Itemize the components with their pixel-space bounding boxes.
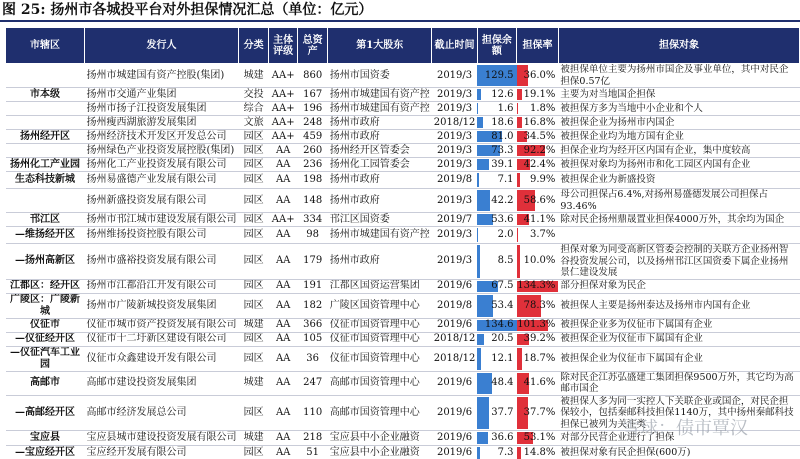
guarantee-ratio-cell [517,244,559,280]
guarantee-ratio-cell [517,395,559,431]
total-assets-cell: 248 [298,116,328,130]
issuer-cell: 扬州瘦西湖旅游发展集团 [84,116,238,130]
guarantee-value: 2.0 [497,229,514,240]
date-cell: 2019/6 [432,431,478,446]
guarantee-value: 73.3 [491,144,514,156]
shareholder-cell: 扬州市政府 [328,116,432,130]
guarantee-ratio-cell [517,158,559,172]
issuer-cell: 扬州易盛德产业发展有限公司 [84,172,238,189]
guarantee-ratio-cell [517,64,559,88]
guarantee-ratio-cell [517,446,559,459]
date-cell: 2018/12 [432,346,478,371]
shareholder-cell: 扬州市政府 [328,244,432,280]
watermark: 雪球：债市覃汉 [622,418,748,439]
district-cell: 宝应县 [6,431,85,446]
guarantee-ratio-cell [517,293,559,318]
table-row [6,213,800,227]
guarantee-balance-cell [477,431,516,446]
date-cell: 2019/3 [432,144,478,158]
category-cell: 园区 [238,279,268,293]
guarantee-value: 12.1 [491,352,514,364]
shareholder-cell: 宝应县中小企业融资 [328,446,432,459]
guarantee-balance-cell [477,88,516,102]
ratio-value: 134.3% [517,280,556,291]
total-assets-cell: 51 [298,446,328,459]
district-cell [6,189,85,213]
guarantee-value: 1.6 [497,102,514,114]
guarantee-balance-cell [477,130,516,144]
table-row [6,332,800,346]
guarantee-balance-cell [477,172,516,189]
date-cell: 2019/8 [432,293,478,318]
date-cell: 2019/6 [432,318,478,332]
shareholder-cell: 广陵区国资管理中心 [328,293,432,318]
ratio-value: 3.7% [530,229,556,240]
guarantee-target-cell: 被担保企业均为地方国有企业 [558,130,799,144]
date-cell: 2019/3 [432,244,478,280]
guarantee-value: 36.6 [491,432,514,443]
guarantee-balance-cell [477,213,516,227]
table-row [6,189,800,213]
guarantee-balance-cell [477,346,516,371]
ratio-value: 18.7% [523,352,556,364]
guarantee-balance-cell [477,64,516,88]
rating-cell: AA+ [269,116,298,130]
guarantee-value: 134.6 [484,319,514,330]
guarantee-balance-cell [477,102,516,116]
issuer-cell: 扬州经济技术开发区开发总公司 [84,130,238,144]
guarantee-balance-cell [477,279,516,293]
column-header: 担保对象 [558,28,799,64]
guarantee-target-cell: 被担保人多为同一实控人下关联企业或国企，对民企担保较小，包括秦邮科技担保1140万，其中扬州秦邮科技担保已被列为关注类 [558,395,799,431]
table-row [6,318,800,332]
date-cell: 2019/3 [432,130,478,144]
guarantee-target-cell: 母公司担保占6.4%,对扬州易盛德发展公司担保占93.46% [558,189,799,213]
issuer-cell: 扬州市交通产业集团 [84,88,238,102]
shareholder-cell: 扬州市政府 [328,172,432,189]
total-assets-cell: 236 [298,158,328,172]
district-cell: 高邮市 [6,371,85,395]
shareholder-cell: 扬州市城建国有资产控 [328,227,432,244]
total-assets-cell: 218 [298,431,328,446]
guarantee-ratio-cell [517,279,559,293]
total-assets-cell: 105 [298,332,328,346]
guarantee-ratio-cell [517,332,559,346]
ratio-value: 19.1% [523,88,556,100]
shareholder-cell: 仪征市国资管理中心 [328,332,432,346]
district-cell: 仪征市 [6,318,85,332]
guarantee-target-cell: 被担保方多为当地中小企业和个人 [558,102,799,116]
shareholder-cell: 仪征市国资管理中心 [328,346,432,371]
category-cell: 城建 [238,318,268,332]
district-cell: —扬州高新区 [6,244,85,280]
rating-cell: AA+ [269,88,298,102]
guarantee-ratio-cell [517,346,559,371]
guarantee-target-cell: 被担保对象均为扬州市和化工园区内国有企业 [558,158,799,172]
ratio-value: 78.3% [523,299,556,311]
total-assets-cell: 167 [298,88,328,102]
column-header: 主体评级 [269,28,298,64]
guarantee-ratio-cell [517,102,559,116]
issuer-cell: 扬州新盛投资发展有限公司 [84,189,238,213]
shareholder-cell: 扬州经开区管委会 [328,144,432,158]
guarantee-target-cell: 被担保企业多为仪征市下属国有企业 [558,318,799,332]
table-row [6,293,800,318]
category-cell: 文旅 [238,116,268,130]
guarantee-ratio-cell [517,88,559,102]
ratio-value: 16.8% [523,116,556,128]
category-cell: 园区 [238,446,268,459]
guarantee-ratio-cell [517,172,559,189]
district-cell [6,144,85,158]
date-cell: 2019/6 [432,395,478,431]
district-cell: —宝应经开区 [6,446,85,459]
table-row [6,244,800,280]
total-assets-cell: 182 [298,293,328,318]
district-cell: 市本级 [6,88,85,102]
guarantee-balance-cell [477,158,516,172]
guarantee-value: 42.2 [491,194,514,206]
guarantee-value: 53.4 [491,299,514,311]
guarantee-value: 7.3 [497,447,514,458]
guarantee-value: 48.4 [491,377,514,388]
guarantee-ratio-cell [517,130,559,144]
total-assets-cell: 366 [298,318,328,332]
table-row [6,102,800,116]
category-cell: 园区 [238,213,268,227]
ratio-value: 10.0% [523,255,556,267]
table-body [6,64,800,459]
guarantee-balance-cell [477,227,516,244]
guarantee-ratio-cell [517,431,559,446]
category-cell: 园区 [238,332,268,346]
date-cell: 2019/3 [432,227,478,244]
category-cell: 园区 [238,189,268,213]
shareholder-cell: 扬州市政府 [328,130,432,144]
total-assets-cell: 148 [298,189,328,213]
guarantee-value: 18.6 [491,116,514,128]
rating-cell: AA [269,227,298,244]
rating-cell: AA [269,395,298,431]
issuer-cell: 高邮市经济发展总公司 [84,395,238,431]
district-cell [6,64,85,88]
guarantee-target-cell: 被担保对象有民企担保(600万) [558,446,799,459]
guarantee-value: 37.7 [491,406,514,418]
guarantee-ratio-cell [517,116,559,130]
guarantee-balance-cell [477,144,516,158]
district-cell [6,116,85,130]
guarantee-value: 7.1 [497,174,514,185]
guarantee-balance-cell [477,116,516,130]
guarantee-table [5,27,800,459]
shareholder-cell: 扬州化工园管委会 [328,158,432,172]
guarantee-value: 39.1 [491,158,514,170]
guarantee-value: 81.0 [491,130,514,142]
rating-cell: AA [269,332,298,346]
table-row [6,371,800,395]
ratio-value: 101.3% [517,319,556,330]
guarantee-ratio-cell [517,371,559,395]
issuer-cell: 宝应经开发展有限公司 [84,446,238,459]
total-assets-cell: 198 [298,172,328,189]
issuer-cell: 扬州维扬投资控股有限公司 [84,227,238,244]
rating-cell: AA [269,431,298,446]
table-row [6,172,800,189]
rating-cell: AA [269,144,298,158]
guarantee-target-cell: 主要为对当地国企担保 [558,88,799,102]
column-header: 市辖区 [6,28,85,64]
issuer-cell: 扬州市江都沿江开发有限公司 [84,279,238,293]
total-assets-cell: 191 [298,279,328,293]
date-cell: 2019/6 [432,446,478,459]
guarantee-target-cell: 被担保企业为新盛投资 [558,172,799,189]
ratio-value: 1.8% [530,102,556,114]
date-cell: 2019/3 [432,88,478,102]
shareholder-cell: 邗江区国资委 [328,213,432,227]
category-cell: 园区 [238,346,268,371]
date-cell: 2019/3 [432,158,478,172]
total-assets-cell: 179 [298,244,328,280]
district-cell [6,102,85,116]
column-header: 担保率 [517,28,559,64]
ratio-value: 9.9% [530,174,556,185]
table-row [6,279,800,293]
issuer-cell: 扬州市广陵新城投资发展集团 [84,293,238,318]
guarantee-target-cell: 被担保企业为仪征市下属国有企业 [558,332,799,346]
issuer-cell: 仪征市城市资产投资发展有限公司 [86,319,237,330]
guarantee-balance-cell [477,371,516,395]
issuer-cell: 扬州化工产业投资发展有限公司 [84,158,238,172]
rating-cell: AA [269,279,298,293]
shareholder-cell: 扬州市城建国有资产控 [329,88,430,100]
guarantee-balance-cell [477,189,516,213]
table-row [6,130,800,144]
guarantee-target-cell: 担保对象为同受高新区管委会控制的关联方企业扬州智谷投资发展公司，以及扬州邗江区国资委下属企业扬州景仁建设发展 [558,244,799,280]
district-cell: 江都区：经开区 [6,279,85,293]
total-assets-cell: 247 [298,371,328,395]
shareholder-cell: 扬州市国资委 [328,64,432,88]
total-assets-cell: 98 [298,227,328,244]
guarantee-value: 53.6 [491,213,514,225]
category-cell: 城建 [238,371,268,395]
district-cell: 扬州化工产业园 [6,158,85,172]
table-row [6,144,800,158]
ratio-value: 39.2% [523,333,556,344]
date-cell: 2019/3 [432,189,478,213]
ratio-value: 41.1% [523,213,556,225]
total-assets-cell: 36 [298,346,328,371]
category-cell: 城建 [238,64,268,88]
issuer-cell: 扬州绿色产业投资发展控股(集团) [84,144,238,158]
date-cell: 2019/7 [432,213,478,227]
total-assets-cell: 334 [298,213,328,227]
district-cell: 邗江区 [6,213,85,227]
rating-cell: AA [269,446,298,459]
district-cell: —维扬经开区 [6,227,85,244]
table-row [6,64,800,88]
column-header: 分类 [238,28,268,64]
rating-cell: AA [269,371,298,395]
rating-cell: AA [269,158,298,172]
guarantee-target-cell: 被担保人主要是扬州泰达及扬州市内国有企业 [558,293,799,318]
table-row [6,158,800,172]
category-cell: 园区 [238,293,268,318]
rating-cell: AA+ [269,64,298,88]
guarantee-value: 20.5 [491,333,514,344]
guarantee-value: 8.5 [497,255,514,267]
total-assets-cell: 459 [298,130,328,144]
issuer-cell: 扬州市城建国有资产控股(集团) [84,64,238,88]
guarantee-target-cell: 担保企业均为经开区内国有企业，集中度较高 [558,144,799,158]
rating-cell: AA+ [269,102,298,116]
total-assets-cell: 196 [298,102,328,116]
guarantee-target-cell: 部分担保对象为民企 [558,279,799,293]
guarantee-target-cell [558,227,799,244]
column-header: 发行人 [84,28,238,64]
column-header: 担保余额 [477,28,516,64]
district-cell: 扬州经开区 [6,130,85,144]
date-cell: 2019/3 [432,102,478,116]
guarantee-target-cell: 被担保单位主要为扬州市国企及事业单位，其中对民企担保0.57亿 [558,64,799,88]
date-cell: 2018/12 [433,333,476,344]
guarantee-target-cell: 被担保企业为仪征市下属国有企业 [558,346,799,371]
shareholder-cell: 高邮市国资管理中心 [328,395,432,431]
guarantee-ratio-cell [517,144,559,158]
table-row [6,227,800,244]
guarantee-balance-cell [477,244,516,280]
category-cell: 城建 [238,431,268,446]
ratio-value: 14.8% [523,447,556,458]
total-assets-cell: 260 [298,144,328,158]
guarantee-balance-cell [477,446,516,459]
category-cell: 园区 [238,144,268,158]
guarantee-ratio-cell [517,318,559,332]
rating-cell: AA [269,172,298,189]
guarantee-balance-cell [477,293,516,318]
district-cell: —仪征汽车工业园 [6,346,85,371]
total-assets-cell: 860 [298,64,328,88]
figure-title: 图 25: 扬州市各城投平台对外担保情况汇总（单位：亿元） [0,0,800,22]
rating-cell: AA+ [269,130,298,144]
shareholder-cell: 宝应县中小企业融资 [328,431,432,446]
guarantee-target-cell: 除对民企江苏弘盛建工集团担保9500万外，其它均为高邮市国企 [558,371,799,395]
guarantee-value: 129.5 [484,69,514,81]
rating-cell: AA [269,293,298,318]
district-cell: 广陵区：广陵新城 [6,293,85,318]
rating-cell: AA [269,244,298,280]
ratio-value: 34.5% [523,130,556,142]
guarantee-balance-cell [477,318,516,332]
category-cell: 园区 [238,130,268,144]
district-cell: 生态科技新城 [6,172,85,189]
ratio-value: 53.1% [523,432,556,443]
category-cell: 园区 [238,158,268,172]
shareholder-cell: 仪征市国资管理中心 [328,318,432,332]
table-row [6,346,800,371]
table-row [6,446,800,459]
date-cell: 2019/6 [432,279,478,293]
issuer-cell: 仪征市众鑫建设开发有限公司 [84,346,238,371]
rating-cell: AA [269,346,298,371]
shareholder-cell: 江都区国资运营集团 [328,279,432,293]
column-header: 第1大股东 [328,28,432,64]
total-assets-cell: 110 [298,395,328,431]
ratio-value: 41.6% [523,377,556,388]
guarantee-target-cell: 除对民企扬州鼎晟置业担保4000万外，其余均为国企 [558,213,799,227]
date-cell: 2019/6 [432,371,478,395]
guarantee-target-cell: 对部分民营企业进行了担保 [558,431,799,446]
date-cell: 2019/8 [432,172,478,189]
district-cell: —高邮经开区 [6,395,85,431]
ratio-value: 92.2% [523,144,556,156]
guarantee-ratio-cell [517,227,559,244]
category-cell: 园区 [238,395,268,431]
issuer-cell: 高邮市建设投资发展集团 [84,371,238,395]
issuer-cell: 扬州市盛裕投资发展有限公司 [84,244,238,280]
rating-cell: AA [269,189,298,213]
shareholder-cell: 扬州市政府 [328,189,432,213]
ratio-value: 42.4% [523,158,556,170]
guarantee-balance-cell [477,332,516,346]
guarantee-value: 67.5 [491,280,514,291]
rating-cell: AA+ [269,213,298,227]
ratio-value: 36.0% [523,69,556,81]
issuer-cell: 仪征市十二圩新区建设有限公司 [84,332,238,346]
district-cell: —仪征经开区 [6,332,85,346]
column-header: 截止时间 [432,28,478,64]
guarantee-value: 12.6 [491,88,514,100]
rating-cell: AA [269,318,298,332]
category-cell: 园区 [238,244,268,280]
ratio-value: 58.6% [523,194,556,206]
guarantee-balance-cell [477,395,516,431]
table-row [6,116,800,130]
category-cell: 园区 [238,172,268,189]
issuer-cell: 宝应县城市建设投资发展有限公司 [84,431,238,446]
header-row [6,28,800,64]
shareholder-cell: 扬州市城建国有资产控 [329,102,430,114]
table-row [6,88,800,102]
category-cell: 综合 [238,102,268,116]
category-cell: 交投 [238,88,268,102]
date-cell: 2018/12 [433,116,476,128]
ratio-value: 37.7% [523,406,556,418]
guarantee-ratio-cell [517,213,559,227]
guarantee-ratio-cell [517,189,559,213]
category-cell: 园区 [238,227,268,244]
issuer-cell: 扬州市扬子江投资发展集团 [84,102,238,116]
date-cell: 2019/3 [432,64,478,88]
shareholder-cell: 高邮市国资管理中心 [328,371,432,395]
issuer-cell: 扬州市邗江城市建设发展有限公司 [86,213,237,225]
column-header: 总资产 [298,28,328,64]
guarantee-target-cell: 被担保企业为扬州市内国企 [558,116,799,130]
